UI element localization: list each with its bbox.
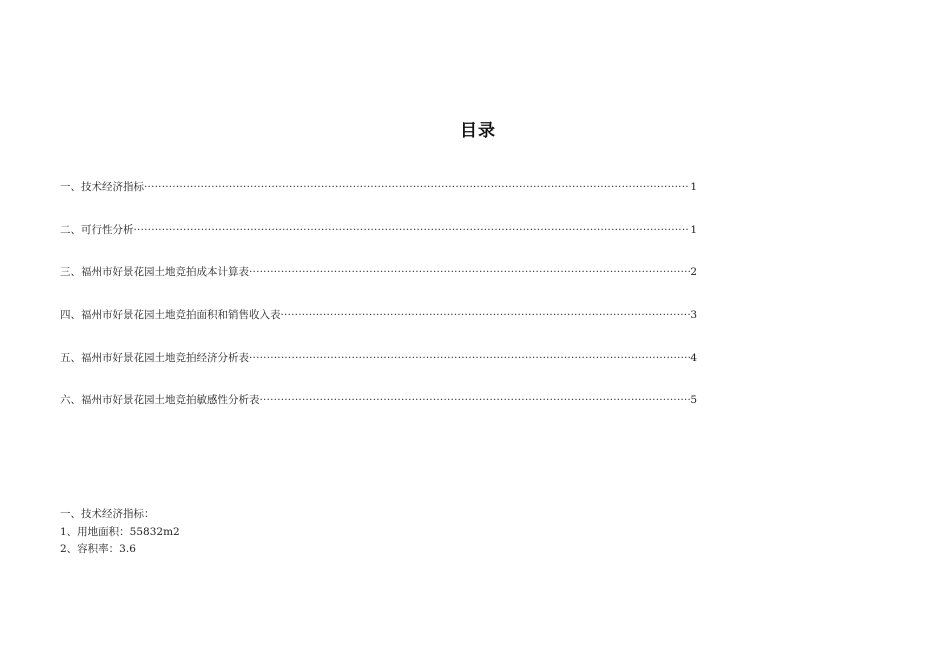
toc-dot-leader [260, 391, 691, 409]
toc-dot-leader [249, 349, 690, 367]
toc-dot-leader [249, 263, 690, 281]
toc-entry-4[interactable] [60, 306, 697, 324]
toc-entry-label: 一、技术经济指标 [60, 181, 144, 193]
toc-entry-3[interactable] [60, 263, 697, 281]
section-heading: 一、技术经济指标： [60, 508, 155, 520]
toc-dot-leader [144, 178, 690, 196]
toc-page-number: 3 [690, 309, 697, 322]
toc-entry-1[interactable] [60, 178, 697, 196]
toc-dot-leader [134, 221, 691, 239]
toc-entry-5[interactable] [60, 349, 697, 367]
toc-entry-label: 五、福州市好景花园土地竞拍经济分析表 [60, 351, 249, 364]
toc-entry-label: 三、福州市好景花园土地竞拍成本计算表 [60, 266, 249, 279]
toc-page-number: 4 [690, 351, 697, 364]
toc-entry-label: 四、福州市好景花园土地竞拍面积和销售收入表 [60, 309, 281, 322]
toc-dot-leader [281, 306, 691, 324]
toc-page-number: 2 [690, 266, 697, 279]
toc-page-number: 1 [690, 223, 697, 236]
section-technical-indicators [60, 506, 180, 559]
toc-entry-6[interactable] [60, 391, 697, 409]
table-of-contents [60, 178, 697, 434]
toc-page-number: 1 [690, 181, 697, 193]
page-title: 目录 [460, 121, 496, 141]
indicator-land-area: 1、用地面积：55832m2 [60, 525, 180, 538]
toc-page-number: 5 [690, 394, 697, 407]
toc-entry-label: 二、可行性分析 [60, 223, 134, 236]
toc-entry-label: 六、福州市好景花园土地竞拍敏感性分析表 [60, 394, 260, 407]
toc-entry-2[interactable] [60, 221, 697, 239]
indicator-plot-ratio: 2、容积率：3.6 [60, 543, 136, 555]
